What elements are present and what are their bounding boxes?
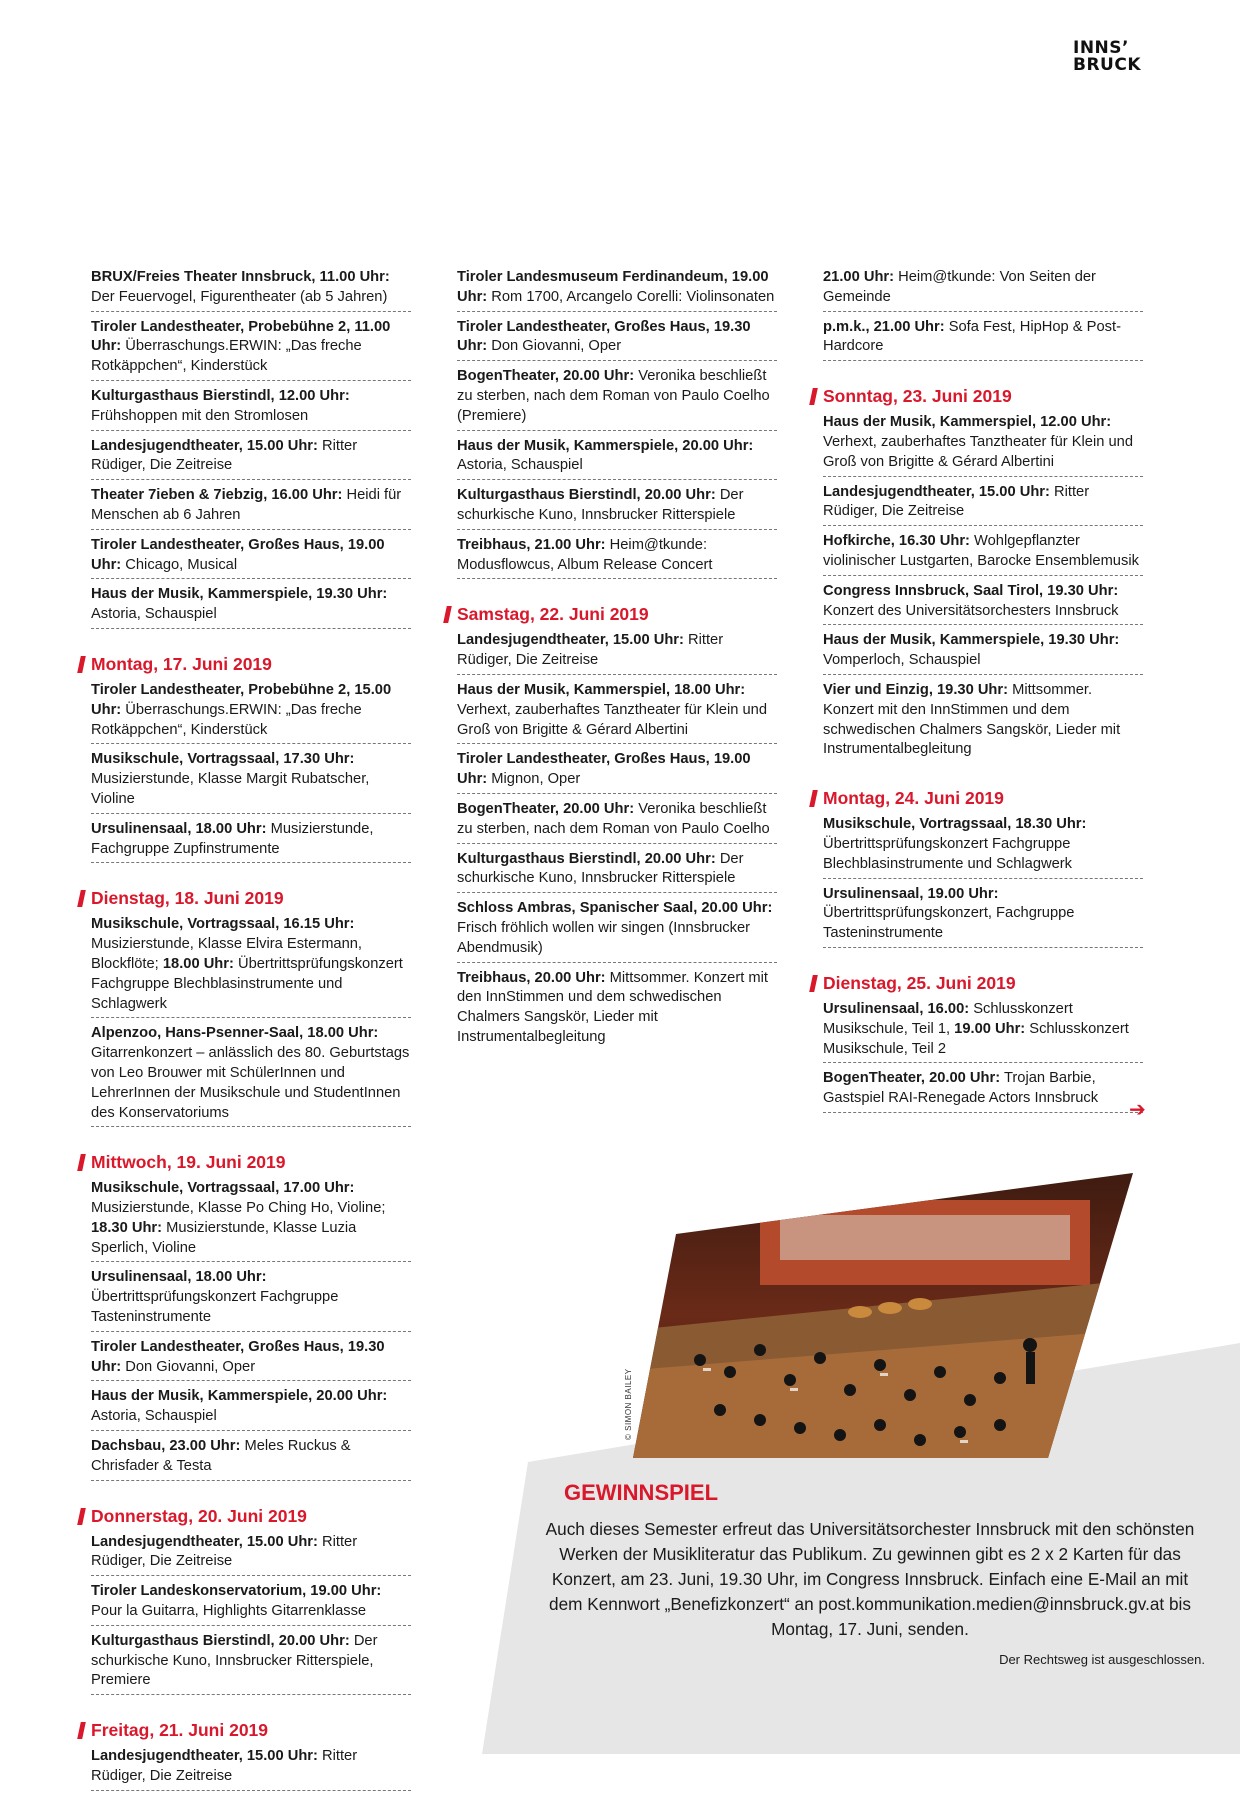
column-2 xyxy=(457,266,777,1055)
day-heading: Freitag, 21. Juni 2019 xyxy=(91,1719,411,1741)
event-description: Astoria, Schauspiel xyxy=(457,457,583,474)
event-venue-time: BogenTheater, 20.00 Uhr: xyxy=(457,368,635,385)
day-heading: Mittwoch, 19. Juni 2019 xyxy=(91,1151,411,1173)
event-description: Don Giovanni, Oper xyxy=(125,1358,256,1375)
event-description: Mittsommer. Konzert mit den InnStimmen und dem schwedischen Chalmers Sangskör, Lieder mit Instrumentalbegleitung xyxy=(457,969,768,1045)
event-description: Übertrittsprüfungskonzert, Fachgruppe Tasteninstrumente xyxy=(823,905,1075,942)
event-description: Musizierstunde, Klasse Margit Rubatscher, Violine xyxy=(91,771,370,807)
event-description: Wohlgepflanzter violinischer Lustgarten, Barocke Ensemblemusik xyxy=(823,533,1139,569)
event-description: Gitarrenkonzert – anlässlich des 80. Geburtstags von Leo Brouwer mit SchülerInnen und LehrerInnen der Musikschule und StudentInnen des Konservatoriums xyxy=(91,1045,410,1121)
legal-note: Der Rechtsweg ist ausgeschlossen. xyxy=(999,1652,1205,1667)
event-entry xyxy=(91,484,411,530)
event-venue-time: Musikschule, Vortragssaal, 17.30 Uhr: xyxy=(91,751,355,768)
event-entry xyxy=(91,583,411,629)
event-venue-time: Tiroler Landestheater, Großes Haus, 19.00 Uhr: xyxy=(91,536,385,573)
event-venue-time: Tiroler Landestheater, Probebühne 2, 15.00 Uhr: xyxy=(91,681,392,718)
event-venue-time: Tiroler Landestheater, Großes Haus, 19.00 Uhr: xyxy=(457,751,751,788)
event-venue-time: Landesjugendtheater, 15.00 Uhr: xyxy=(457,632,684,649)
event-entry xyxy=(457,534,777,580)
event-entry xyxy=(823,998,1143,1063)
event-venue-time: BRUX/Freies Theater Innsbruck, 11.00 Uhr: xyxy=(91,269,390,285)
event-entry xyxy=(457,629,777,675)
event-description: Frisch fröhlich wollen wir singen (Innsbrucker Abendmusik) xyxy=(457,919,751,956)
event-description: Heidi für Menschen ab 6 Jahren xyxy=(91,487,402,523)
event-venue-time: Vier und Einzig, 19.30 Uhr: xyxy=(823,681,1008,698)
event-entry xyxy=(457,897,777,962)
event-venue-time: Schloss Ambras, Spanischer Saal, 20.00 Uhr: xyxy=(457,900,773,917)
event-venue-time: Haus der Musik, Kammerspiele, 20.00 Uhr: xyxy=(91,1388,388,1405)
event-venue-time: Kulturgasthaus Bierstindl, 12.00 Uhr: xyxy=(91,387,350,404)
event-venue-time: BogenTheater, 20.00 Uhr: xyxy=(457,800,635,817)
event-description: Der schurkische Kuno, Innsbrucker Ritterspiele, Premiere xyxy=(91,1632,378,1689)
event-description: Vomperloch, Schauspiel xyxy=(823,652,981,669)
event-entry xyxy=(91,913,411,1018)
event-venue-time: Haus der Musik, Kammerspiel, 12.00 Uhr: xyxy=(823,414,1112,431)
event-time-2: 19.00 Uhr: xyxy=(954,1020,1026,1037)
day-heading: Dienstag, 25. Juni 2019 xyxy=(823,972,1143,994)
event-venue-time: Ursulinensaal, 18.00 Uhr: xyxy=(91,1269,267,1286)
event-entry xyxy=(457,679,777,744)
event-venue-time: Landesjugendtheater, 15.00 Uhr: xyxy=(823,483,1050,500)
event-description: Musizierstunde, Fachgruppe Zupfinstrumente xyxy=(91,820,374,857)
event-description: Konzert des Universitätsorchesters Innsbruck xyxy=(823,602,1119,619)
event-description: Schlusskonzert Musikschule, Teil 1, xyxy=(823,1000,1073,1037)
event-entry xyxy=(823,883,1143,948)
event-venue-time: Tiroler Landestheater, Probebühne 2, 11.00 Uhr: xyxy=(91,318,391,355)
day-heading: Sonntag, 23. Juni 2019 xyxy=(823,385,1143,407)
event-entry xyxy=(91,1630,411,1695)
event-venue-time: Alpenzoo, Hans-Psenner-Saal, 18.00 Uhr: xyxy=(91,1025,379,1042)
event-description: Pour la Guitarra, Highlights Gitarrenklasse xyxy=(91,1603,367,1620)
event-venue-time: Kulturgasthaus Bierstindl, 20.00 Uhr: xyxy=(91,1632,350,1649)
innsbruck-logo: INNS’ BRUCK xyxy=(1073,38,1142,75)
event-description: Astoria, Schauspiel xyxy=(91,606,217,623)
event-description: Sofa Fest, HipHop & Post-Hardcore xyxy=(823,318,1121,355)
event-venue-time: Tiroler Landesmuseum Ferdinandeum, 19.00 Uhr: xyxy=(457,269,769,305)
day-heading: Montag, 17. Juni 2019 xyxy=(91,653,411,675)
event-time-2: 18.30 Uhr: xyxy=(91,1219,163,1236)
event-entry xyxy=(91,385,411,431)
event-description: Musizierstunde, Klasse Elvira Estermann, Blockflöte; xyxy=(91,936,363,972)
continue-arrow-icon: ➔ xyxy=(1129,1099,1146,1121)
event-entry xyxy=(457,365,777,430)
event-description: Ritter Rüdiger, Die Zeitreise xyxy=(91,1748,358,1785)
event-venue-time: 21.00 Uhr: xyxy=(823,269,895,285)
event-entry xyxy=(823,679,1143,763)
event-entry xyxy=(823,266,1143,312)
photo-credit: © SIMON BAILEY xyxy=(624,1368,633,1440)
event-venue-time: Kulturgasthaus Bierstindl, 20.00 Uhr: xyxy=(457,850,716,867)
event-venue-time: Musikschule, Vortragssaal, 17.00 Uhr: xyxy=(91,1180,355,1197)
event-description: Frühshoppen mit den Stromlosen xyxy=(91,407,309,424)
event-entry xyxy=(91,818,411,864)
event-entry xyxy=(823,530,1143,576)
event-description: Überraschungs.ERWIN: „Das freche Rotkäppchen“, Kinderstück xyxy=(91,338,362,375)
event-venue-time: Treibhaus, 20.00 Uhr: xyxy=(457,969,606,986)
event-entry xyxy=(91,748,411,813)
event-venue-time: Congress Innsbruck, Saal Tirol, 19.30 Uhr: xyxy=(823,582,1119,599)
event-venue-time: Tiroler Landestheater, Großes Haus, 19.30 Uhr: xyxy=(91,1338,385,1375)
event-venue-time: p.m.k., 21.00 Uhr: xyxy=(823,318,945,335)
event-description-2: Übertrittsprüfungskonzert Fachgruppe Blechblasinstrumente und Schlagwerk xyxy=(91,955,403,1012)
event-entry xyxy=(823,411,1143,476)
event-time-2: 18.00 Uhr: xyxy=(162,955,234,972)
event-venue-time: Haus der Musik, Kammerspiele, 19.30 Uhr: xyxy=(91,586,388,603)
gewinnspiel-title: GEWINNSPIEL xyxy=(564,1480,719,1505)
event-description: Heim@tkunde: Modusflowcus, Album Release Concert xyxy=(457,536,713,573)
event-venue-time: Tiroler Landestheater, Großes Haus, 19.30 Uhr: xyxy=(457,318,751,355)
event-description: Mittsommer. Konzert mit den InnStimmen und dem schwedischen Chalmers Sangskör, Lieder mit Instrumentalbegleitung xyxy=(823,681,1121,758)
event-entry xyxy=(457,266,777,312)
gewinnspiel-text: Auch dieses Semester erfreut das Universitätsorchester Innsbruck mit den schönsten Werken der Musikliteratur das Publikum. Zu gewinnen gibt es 2 x 2 Karten für das Konzert, am 23. Juni, 19.30 Uhr, im Congress Innsbruck. Einfach eine E-Mail an mit dem Kennwort „Benefizkonzert“ an post.kommunikation.medien@innsbruck.gv.at bis Montag, 17. Juni, senden. xyxy=(545,1519,1195,1639)
event-entry xyxy=(823,481,1143,527)
event-venue-time: Ursulinensaal, 16.00: xyxy=(823,1000,970,1017)
event-venue-time: Haus der Musik, Kammerspiele, 20.00 Uhr: xyxy=(457,437,754,454)
event-entry xyxy=(457,848,777,894)
event-entry xyxy=(457,798,777,844)
event-description: Veronika beschließt zu sterben, nach dem Roman von Paulo Coelho (Premiere) xyxy=(457,368,770,424)
column-1 xyxy=(91,266,411,1795)
event-entry xyxy=(823,813,1143,878)
event-venue-time: Treibhaus, 21.00 Uhr: xyxy=(457,536,606,553)
event-entry xyxy=(91,1177,411,1262)
event-venue-time: Dachsbau, 23.00 Uhr: xyxy=(91,1438,241,1455)
event-entry xyxy=(91,1745,411,1791)
event-venue-time: Ursulinensaal, 19.00 Uhr: xyxy=(823,885,999,902)
event-description: Verhext, zauberhaftes Tanztheater für Klein und Groß von Brigitte & Gérard Albertini xyxy=(457,701,767,738)
event-venue-time: Landesjugendtheater, 15.00 Uhr: xyxy=(91,437,318,454)
event-venue-time: Kulturgasthaus Bierstindl, 20.00 Uhr: xyxy=(457,487,716,504)
event-description: Trojan Barbie, Gastspiel RAI-Renegade Actors Innsbruck xyxy=(823,1070,1099,1107)
event-description: Veronika beschließt zu sterben, nach dem Roman von Paulo Coelho xyxy=(457,800,770,837)
event-entry xyxy=(91,1266,411,1331)
event-description: Don Giovanni, Oper xyxy=(491,338,622,355)
event-description: Übertrittsprüfungskonzert Fachgruppe Blechblasinstrumente und Schlagwerk xyxy=(823,835,1073,872)
event-description: Rom 1700, Arcangelo Corelli: Violinsonaten xyxy=(491,288,775,305)
event-venue-time: BogenTheater, 20.00 Uhr: xyxy=(823,1070,1001,1087)
day-heading: Samstag, 22. Juni 2019 xyxy=(457,603,777,625)
event-entry xyxy=(91,435,411,481)
day-heading: Donnerstag, 20. Juni 2019 xyxy=(91,1505,411,1527)
event-entry xyxy=(91,1336,411,1382)
event-entry xyxy=(91,266,411,312)
day-heading: Montag, 24. Juni 2019 xyxy=(823,787,1143,809)
event-description: Der Feuervogel, Figurentheater (ab 5 Jahren) xyxy=(91,288,388,305)
event-entry xyxy=(457,484,777,530)
event-entry xyxy=(91,1531,411,1577)
event-venue-time: Ursulinensaal, 18.00 Uhr: xyxy=(91,820,267,837)
event-venue-time: Musikschule, Vortragssaal, 16.15 Uhr: xyxy=(91,916,355,933)
event-description: Ritter Rüdiger, Die Zeitreise xyxy=(91,1533,358,1570)
event-entry xyxy=(457,435,777,481)
event-venue-time: Theater 7ieben & 7iebzig, 16.00 Uhr: xyxy=(91,487,343,504)
event-entry xyxy=(91,1435,411,1481)
event-description: Übertrittsprüfungskonzert Fachgruppe Tasteninstrumente xyxy=(91,1289,339,1326)
event-entry xyxy=(457,748,777,794)
event-entry xyxy=(823,629,1143,675)
event-venue-time: Haus der Musik, Kammerspiele, 19.30 Uhr: xyxy=(823,632,1120,649)
event-description: Ritter Rüdiger, Die Zeitreise xyxy=(823,483,1090,520)
event-venue-time: Landesjugendtheater, 15.00 Uhr: xyxy=(91,1748,318,1765)
event-entry xyxy=(91,679,411,744)
event-entry xyxy=(457,967,777,1051)
event-venue-time: Tiroler Landeskonservatorium, 19.00 Uhr: xyxy=(91,1583,382,1600)
event-entry xyxy=(823,1067,1143,1113)
event-description-2: Schlusskonzert Musikschule, Teil 2 xyxy=(823,1020,1129,1057)
event-description: Heim@tkunde: Von Seiten der Gemeinde xyxy=(823,269,1096,305)
event-entry xyxy=(91,316,411,381)
event-venue-time: Landesjugendtheater, 15.00 Uhr: xyxy=(91,1533,318,1550)
event-description: Astoria, Schauspiel xyxy=(91,1408,217,1425)
event-entry xyxy=(91,1385,411,1431)
column-3 xyxy=(823,266,1143,1117)
event-description: Ritter Rüdiger, Die Zeitreise xyxy=(91,437,358,474)
event-description: Chicago, Musical xyxy=(125,556,238,573)
event-description: Ritter Rüdiger, Die Zeitreise xyxy=(457,632,724,669)
day-heading: Dienstag, 18. Juni 2019 xyxy=(91,887,411,909)
event-description: Meles Ruckus & Chrisfader & Testa xyxy=(91,1438,351,1474)
event-description-2: Musizierstunde, Klasse Luzia Sperlich, Violine xyxy=(91,1219,357,1256)
event-entry xyxy=(457,316,777,362)
event-description: Der schurkische Kuno, Innsbrucker Ritterspiele xyxy=(457,487,744,523)
event-description: Überraschungs.ERWIN: „Das freche Rotkäppchen“, Kinderstück xyxy=(91,701,362,738)
event-venue-time: Haus der Musik, Kammerspiel, 18.00 Uhr: xyxy=(457,681,746,698)
event-description: Mignon, Oper xyxy=(491,771,581,788)
event-description: Musizierstunde, Klasse Po Ching Ho, Violine; xyxy=(91,1200,386,1217)
event-entry xyxy=(823,316,1143,362)
event-venue-time: Musikschule, Vortragssaal, 18.30 Uhr: xyxy=(823,816,1087,833)
event-entry xyxy=(91,1580,411,1626)
event-description: Verhext, zauberhaftes Tanztheater für Klein und Groß von Brigitte & Gérard Albertini xyxy=(823,433,1133,470)
event-description: Der schurkische Kuno, Innsbrucker Ritterspiele xyxy=(457,850,744,887)
event-entry xyxy=(823,580,1143,626)
event-entry xyxy=(91,534,411,580)
event-entry xyxy=(91,1022,411,1127)
event-venue-time: Hofkirche, 16.30 Uhr: xyxy=(823,533,970,550)
